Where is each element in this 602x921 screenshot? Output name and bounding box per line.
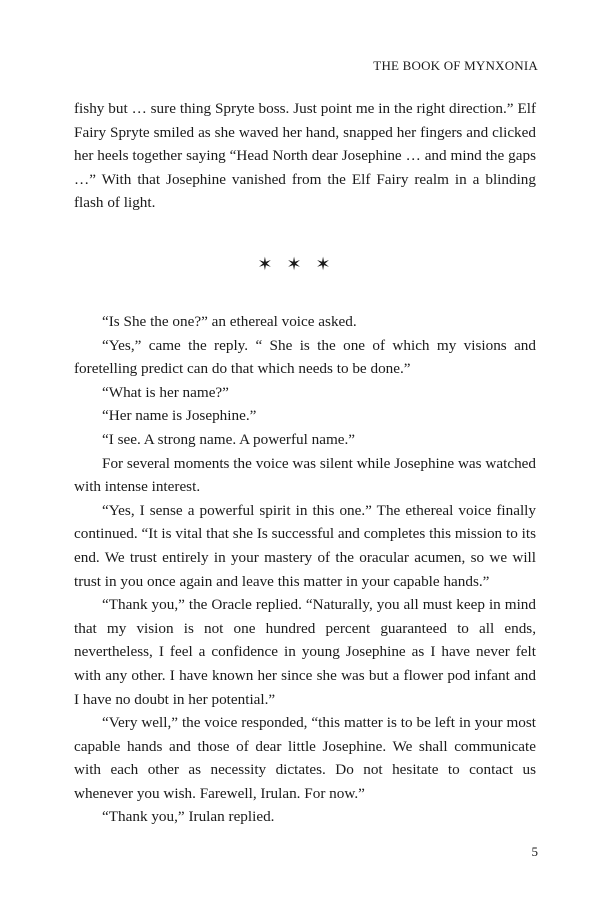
paragraph: “Yes,” came the reply. “ She is the one of which my visions and foretelling predict can do that which needs to be done.” — [74, 336, 536, 378]
page-number: 5 — [531, 844, 538, 859]
scene-break — [0, 254, 602, 275]
paragraph: fishy but … sure thing Spryte boss. Just point me in the right direction.” Elf Fairy Spryte smiled as she waved her hand, snapped her fingers and clicked her heels together saying “Head North dear Josephine … and mind the gaps …” With that Josephine vanished from the Elf Fairy realm in a blinding flash of light. — [74, 100, 536, 212]
paragraph: “Yes, I sense a powerful spirit in this one.” The ethereal voice finally continued. “It is vital that she Is successful and completes this mission to its end. We trust entirely in your mastery of the oracular acumen, so we will trust in you once again and leave this matter in your capable hands.” — [74, 501, 536, 590]
paragraph: “I see. A strong name. A powerful name.” — [102, 430, 356, 448]
running-header: THE BOOK OF MYNXONIA — [373, 58, 538, 73]
top-text-block — [74, 97, 536, 215]
asterism-star-icon: ✶ — [286, 254, 316, 274]
paragraph: “Thank you,” Irulan replied. — [102, 808, 275, 826]
paragraph: “Thank you,” the Oracle replied. “Naturally, you all must keep in mind that my vision is not one hundred percent guaranteed to all ends, nevertheless, I feel a confidence in young Josephine as I have never felt with any other. I have known her since she was but a flower pod infant and I have no doubt in her potential.” — [74, 596, 536, 708]
paragraph: “Is She the one?” an ethereal voice asked. — [102, 313, 357, 330]
dialogue-text-block — [74, 310, 536, 829]
paragraph: For several moments the voice was silent while Josephine was watched with intense interest. — [74, 454, 536, 496]
asterism-star-icon: ✶ — [315, 254, 345, 274]
asterism-star-icon: ✶ — [257, 254, 287, 274]
paragraph: “Very well,” the voice responded, “this matter is to be left in your most capable hands and those of dear little Josephine. We shall communicate with each other as necessity dictates. Do not hesitate to contact us whenever you wish. Farewell, Irulan. For now.” — [74, 714, 536, 802]
paragraph: “Her name is Josephine.” — [102, 407, 257, 425]
paragraph: “What is her name?” — [102, 383, 229, 401]
